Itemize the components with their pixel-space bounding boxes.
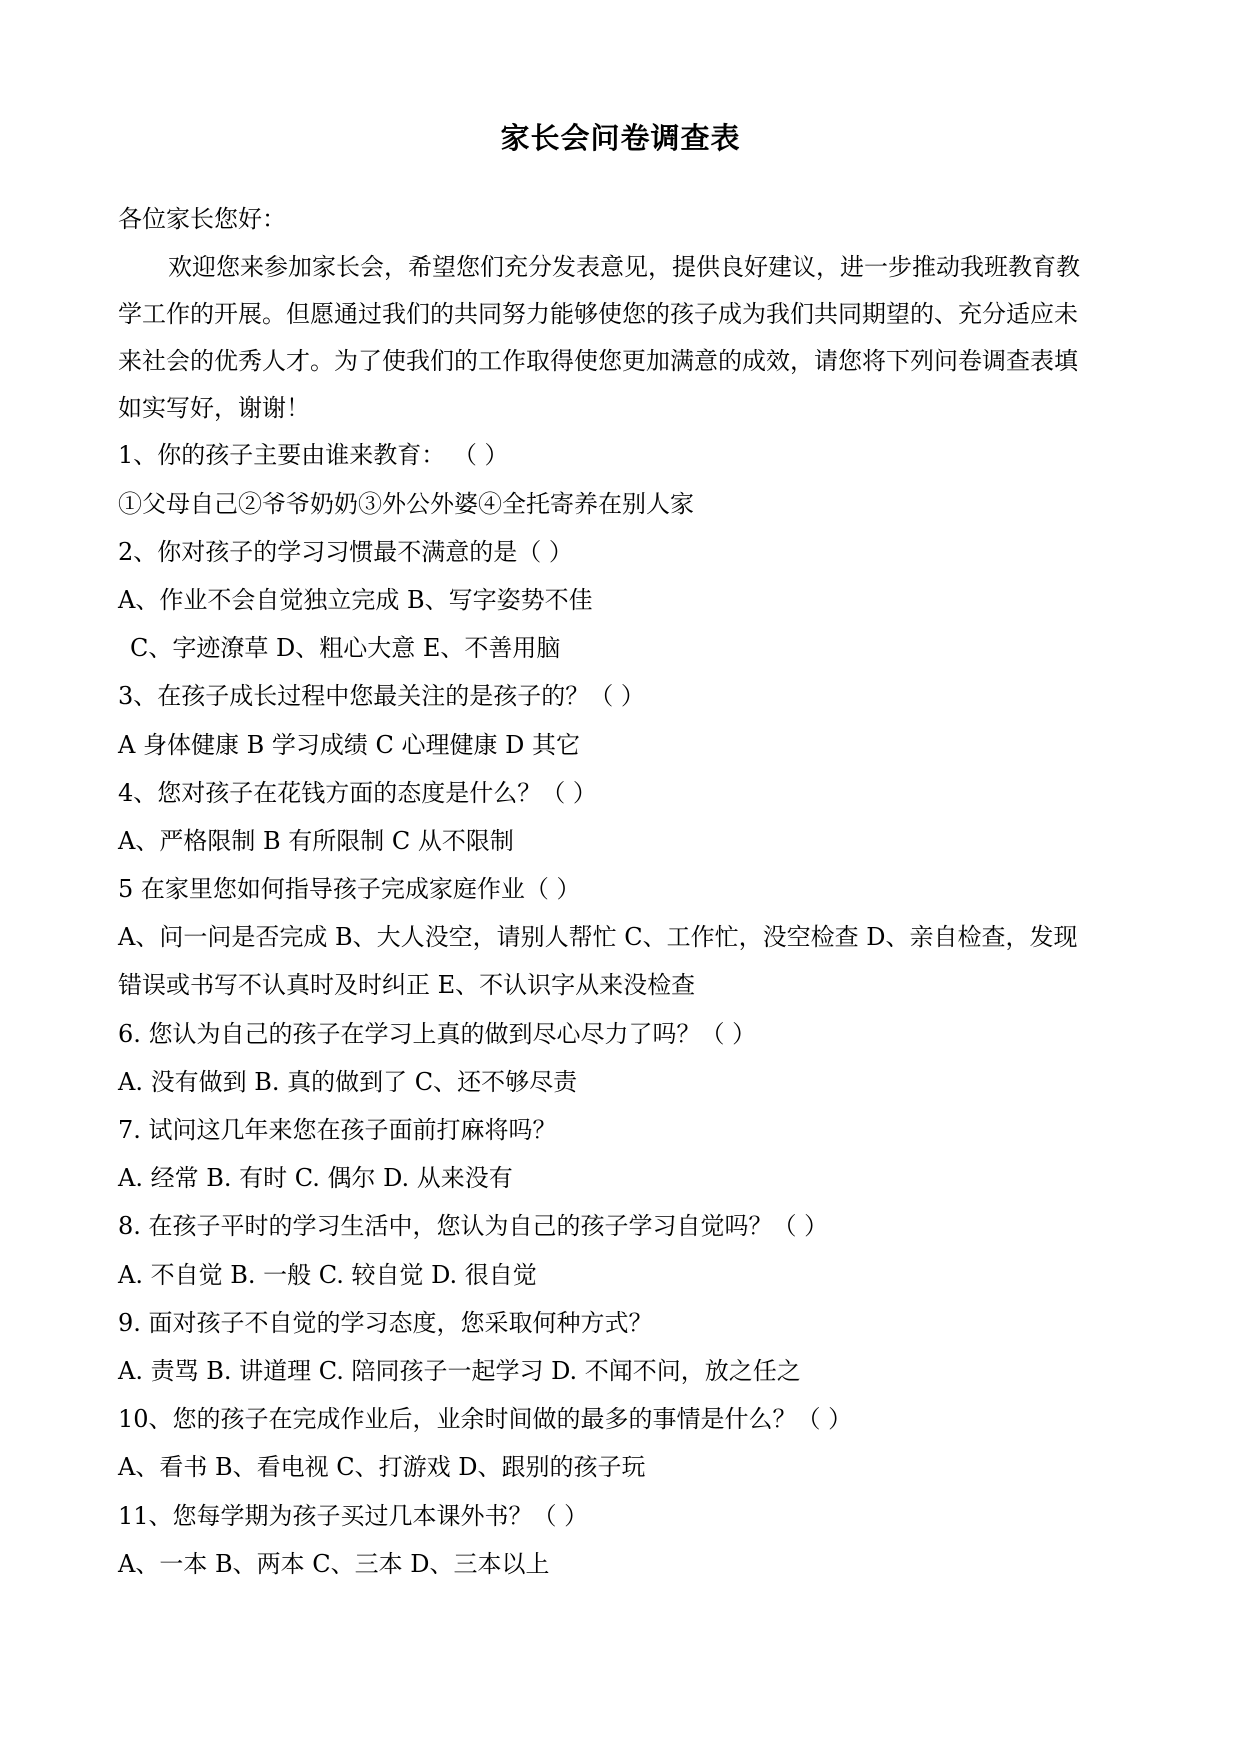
question-7-options: A. 经常 B. 有时 C. 偶尔 D. 从来没有 [118, 1164, 513, 1192]
question-3: 3、在孩子成长过程中您最关注的是孩子的？（ ） [118, 682, 645, 710]
question-5: 5 在家里您如何指导孩子完成家庭作业（ ） [118, 875, 581, 903]
question-9: 9. 面对孩子不自觉的学习态度，您采取何种方式？ [118, 1309, 653, 1337]
intro-line-3: 来社会的优秀人才。为了使我们的工作取得使您更加满意的成效，请您将下列问卷调查表填 [118, 347, 1078, 375]
question-6-options: A. 没有做到 B. 真的做到了 C、还不够尽责 [118, 1068, 578, 1096]
question-2-options-line-2: C、字迹潦草 D、粗心大意 E、不善用脑 [130, 634, 561, 662]
question-7: 7. 试问这几年来您在孩子面前打麻将吗？ [118, 1116, 557, 1144]
question-2-options-line-1: A、作业不会自觉独立完成 B、写字姿势不佳 [118, 586, 593, 614]
intro-line-1: 欢迎您来参加家长会，希望您们充分发表意见，提供良好建议，进一步推动我班教育教 [168, 253, 1080, 281]
question-5-options-line-2: 错误或书写不认真时及时纠正 E、不认识字从来没检查 [118, 971, 696, 999]
intro-line-2: 学工作的开展。但愿通过我们的共同努力能够使您的孩子成为我们共同期望的、充分适应未 [118, 300, 1078, 328]
question-8-options: A. 不自觉 B. 一般 C. 较自觉 D. 很自觉 [118, 1261, 537, 1289]
question-9-options: A. 责骂 B. 讲道理 C. 陪同孩子一起学习 D. 不闻不问，放之任之 [118, 1357, 801, 1385]
question-10: 10、您的孩子在完成作业后，业余时间做的最多的事情是什么？（ ） [118, 1405, 853, 1433]
intro-line-4: 如实写好，谢谢！ [118, 394, 310, 422]
question-1: 1、你的孩子主要由谁来教育： （ ） [118, 441, 509, 469]
question-3-options: A 身体健康 B 学习成绩 C 心理健康 D 其它 [118, 731, 580, 759]
question-5-options-line-1: A、问一问是否完成 B、大人没空，请别人帮忙 C、工作忙，没空检查 D、亲自检查，发现 [118, 923, 1078, 951]
question-6: 6. 您认为自己的孩子在学习上真的做到尽心尽力了吗？（ ） [118, 1020, 757, 1048]
page-title: 家长会问卷调查表 [500, 121, 741, 155]
question-10-options: A、看书 B、看电视 C、打游戏 D、跟别的孩子玩 [118, 1453, 646, 1481]
question-8: 8. 在孩子平时的学习生活中，您认为自己的孩子学习自觉吗？（ ） [118, 1212, 829, 1240]
greeting: 各位家长您好： [118, 205, 286, 233]
question-4: 4、您对孩子在花钱方面的态度是什么？（ ） [118, 779, 597, 807]
question-11-options: A、一本 B、两本 C、三本 D、三本以上 [118, 1550, 550, 1578]
question-2: 2、你对孩子的学习习惯最不满意的是（ ） [118, 538, 573, 566]
question-11: 11、您每学期为孩子买过几本课外书？（ ） [118, 1502, 589, 1530]
question-1-options: ①父母自己②爷爷奶奶③外公外婆④全托寄养在别人家 [118, 490, 694, 518]
question-4-options: A、严格限制 B 有所限制 C 从不限制 [118, 827, 514, 855]
